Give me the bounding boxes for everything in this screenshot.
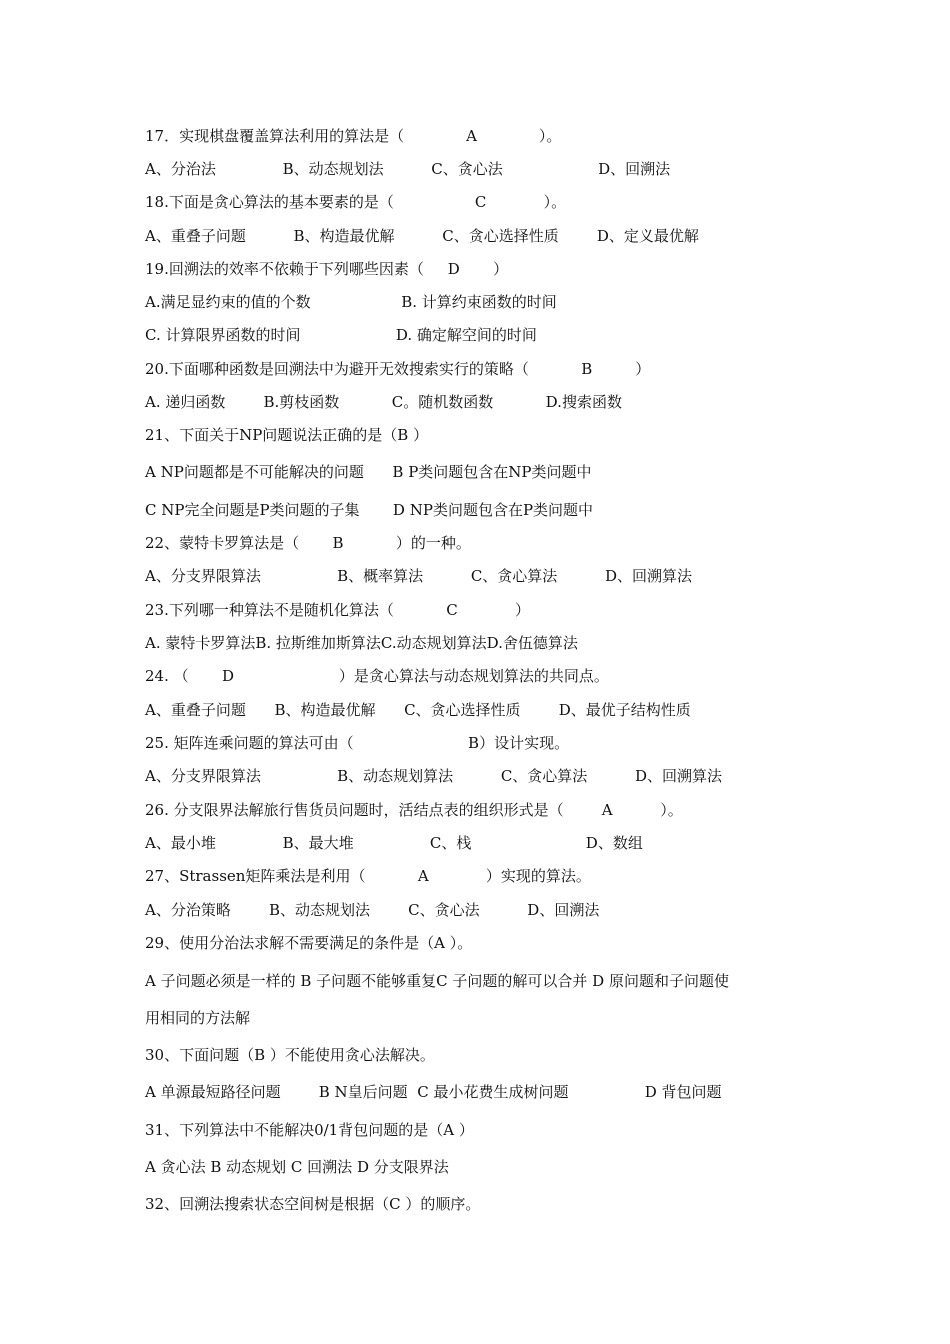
options-20: A. 递归函数 B.剪枝函数 C。随机数函数 D.搜索函数: [145, 393, 622, 411]
options-19-cd: C. 计算限界函数的时间 D. 确定解空间的时间: [145, 326, 537, 344]
options-25: A、分支界限算法 B、动态规划算法 C、贪心算法 D、回溯算法: [145, 767, 723, 785]
options-23: A. 蒙特卡罗算法B. 拉斯维加斯算法C.动态规划算法D.舍伍德算法: [145, 634, 578, 652]
question-24: 24. （ D ）是贪心算法与动态规划算法的共同点。: [145, 667, 609, 685]
question-20: 20.下面哪种函数是回溯法中为避开无效搜索实行的策略（ B ）: [145, 360, 651, 378]
options-22: A、分支界限算法 B、概率算法 C、贪心算法 D、回溯算法: [145, 567, 693, 585]
question-18: 18.下面是贪心算法的基本要素的是（ C ）。: [145, 193, 567, 211]
question-26: 26. 分支限界法解旅行售货员问题时，活结点表的组织形式是（ A ）。: [145, 801, 683, 819]
options-17: A、分治法 B、动态规划法 C、贪心法 D、回溯法: [145, 160, 671, 178]
options-21-ab: A NP问题都是不可能解决的问题 B P类问题包含在NP类问题中: [145, 463, 592, 481]
question-27: 27、Strassen矩阵乘法是利用（ A ）实现的算法。: [145, 867, 591, 885]
options-18: A、重叠子问题 B、构造最优解 C、贪心选择性质 D、定义最优解: [145, 227, 699, 245]
question-31: 31、下列算法中不能解决0/1背包问题的是（A ）: [145, 1121, 474, 1139]
options-24: A、重叠子问题 B、构造最优解 C、贪心选择性质 D、最优子结构性质: [145, 701, 691, 719]
question-25: 25. 矩阵连乘问题的算法可由（ B）设计实现。: [145, 734, 570, 752]
question-17: 17．实现棋盘覆盖算法利用的算法是（ A ）。: [145, 127, 562, 145]
options-29-cont: 用相同的方法解: [145, 1009, 251, 1027]
options-31: A 贪心法 B 动态规划 C 回溯法 D 分支限界法: [145, 1158, 449, 1176]
options-27: A、分治策略 B、动态规划法 C、贪心法 D、回溯法: [145, 901, 600, 919]
question-32: 32、回溯法搜索状态空间树是根据（C ）的顺序。: [145, 1195, 481, 1213]
question-22: 22、蒙特卡罗算法是（ B ）的一种。: [145, 534, 471, 552]
question-23: 23.下列哪一种算法不是随机化算法（ C ）: [145, 601, 530, 619]
options-26: A、最小堆 B、最大堆 C、栈 D、数组: [145, 834, 643, 852]
options-21-cd: C NP完全问题是P类问题的子集 D NP类问题包含在P类问题中: [145, 501, 594, 519]
question-21: 21、下面关于NP问题说法正确的是（B ）: [145, 426, 429, 444]
options-29: A 子问题必须是一样的 B 子问题不能够重复C 子问题的解可以合并 D 原问题和子问题使: [145, 972, 729, 990]
question-29: 29、使用分治法求解不需要满足的条件是（A ）。: [145, 934, 473, 952]
question-30: 30、下面问题（B ）不能使用贪心法解决。: [145, 1046, 435, 1064]
options-30: A 单源最短路径问题 B N皇后问题 C 最小花费生成树问题 D 背包问题: [145, 1083, 722, 1101]
options-19-ab: A.满足显约束的值的个数 B. 计算约束函数的时间: [145, 293, 557, 311]
question-19: 19.回溯法的效率不依赖于下列哪些因素（ D ）: [145, 260, 509, 278]
